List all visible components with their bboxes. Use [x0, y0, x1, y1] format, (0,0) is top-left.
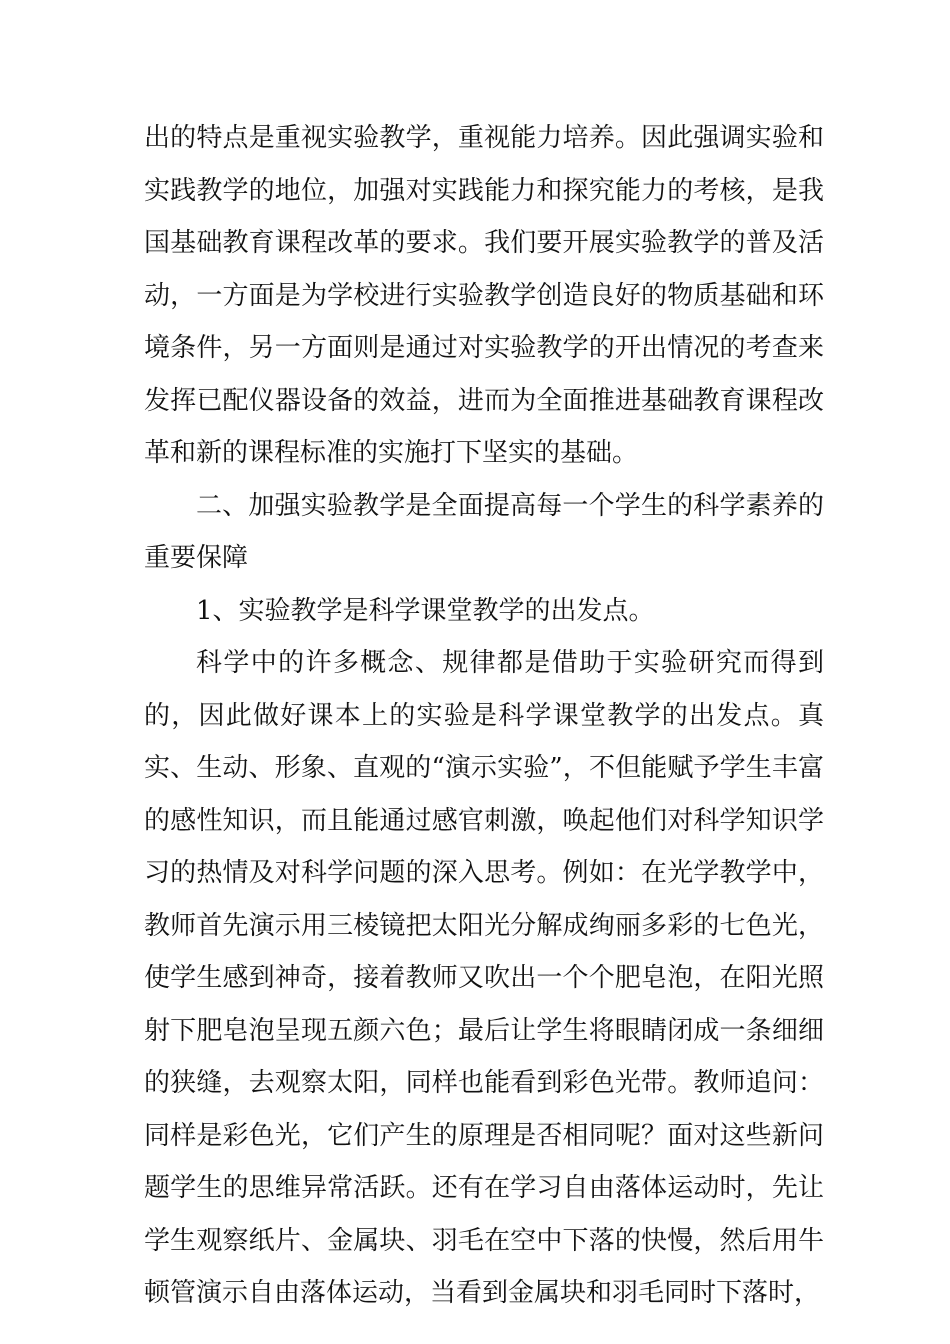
paragraph-continued: 出的特点是重视实验教学，重视能力培养。因此强调实验和实践教学的地位，加强对实践能力和探究能力的考核，是我国基础教育课程改革的要求。我们要开展实验教学的普及活动，一方面是为学校进行实验教学创造良好的物质基础和环境条件，另一方面则是通过对实验教学的开出情况的考查来发挥已配仪器设备的效益，进而为全面推进基础教育课程改革和新的课程标准的实施打下坚实的基础。	[144, 123, 824, 468]
document-body	[144, 112, 824, 1320]
paragraph-body: 科学中的许多概念、规律都是借助于实验研究而得到的，因此做好课本上的实验是科学课堂教学的出发点。真实、生动、形象、直观的“演示实验”，不但能赋予学生丰富的感性知识，而且能通过感官刺激，唤起他们对科学知识学习的热情及对科学问题的深入思考。例如：在光学教学中，教师首先演示用三棱镜把太阳光分解成绚丽多彩的七色光，使学生感到神奇，接着教师又吹出一个个肥皂泡，在阳光照射下肥皂泡呈现五颜六色；最后让学生将眼睛闭成一条细细的狭缝，去观察太阳，同样也能看到彩色光带。教师追问：同样是彩色光，它们产生的原理是否相同呢？面对这些新问题学生的思维异常活跃。还有在学习自由落体运动时，先让学生观察纸片、金属块、羽毛在空中下落的快慢，然后用牛顿管演示自由落体运动，当看到金属块和羽毛同时下落时，	[144, 648, 824, 1308]
section-heading: 二、加强实验教学是全面提高每一个学生的科学素养的重要保障	[144, 490, 824, 573]
subsection-heading: 1、实验教学是科学课堂教学的出发点。	[196, 595, 655, 626]
